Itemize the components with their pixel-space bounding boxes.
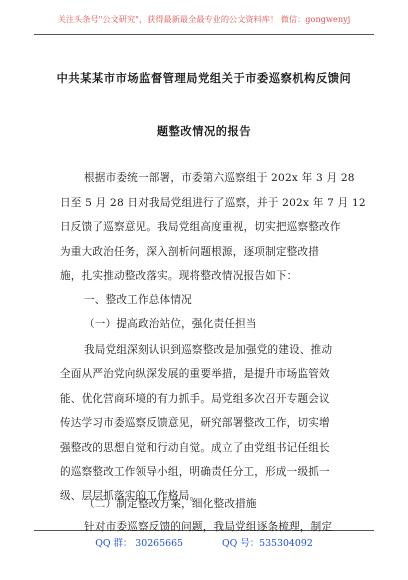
body-line: 根据市委统一部署，市委第六巡察组于 202x 年 3 月 28 bbox=[84, 172, 355, 184]
body-line: 传达学习市委巡察反馈意见，研究部署整改工作，切实增 bbox=[60, 417, 330, 429]
document-title-line-1: 中共某某市市场监督管理局党组关于市委巡察机构反馈问 bbox=[56, 71, 352, 85]
body-line: 施，扎实推动整改落实。现将整改情况报告如下： bbox=[60, 270, 298, 282]
qq-group-text: QQ 群： 30265665 bbox=[95, 538, 184, 549]
subsection-heading: （一）提高政治站位，强化责任担当 bbox=[84, 318, 257, 330]
body-line: 针对市委巡察反馈的问题，我局党组逐条梳理，制定 bbox=[84, 521, 333, 533]
body-line: 全面从严治党向纵深发展的重要举措，是提升市场监管效 bbox=[60, 368, 330, 380]
body-line: 为重大政治任务，深入剖析问题根源，逐项制定整改措 bbox=[60, 246, 320, 258]
body-line: 的巡察整改工作领导小组，明确责任分工，形成一级抓一 bbox=[60, 466, 330, 478]
body-line: 级、层层抓落实的工作格局。 bbox=[60, 490, 201, 502]
body-line: 强整改的思想自觉和行动自觉。成立了由党组书记任组长 bbox=[60, 442, 330, 454]
body-line: 日至 5 月 28 日对我局党组进行了巡察，并于 202x 年 7 月 12 bbox=[60, 197, 366, 209]
subsection-heading: （二）制定整改方案，细化整改措施 bbox=[84, 498, 257, 510]
body-line: 日反馈了巡察意见。我局党组高度重视，切实把巡察整改作 bbox=[60, 221, 341, 233]
qq-number-text: QQ 号：535304092 bbox=[222, 538, 313, 549]
body-line: 能、优化营商环境的有力抓手。局党组多次召开专题会议 bbox=[60, 393, 330, 405]
footer-contact bbox=[0, 535, 408, 549]
header-banner: 关注头条号"公文研究"，获得最新最全最专业的公文资料库！ 微信：gongwenyj bbox=[57, 14, 351, 24]
document-title-line-2: 题整改情况的报告 bbox=[156, 124, 252, 138]
body-line: 我局党组深刻认识到巡察整改是加强党的建设、推动 bbox=[84, 344, 333, 356]
section-heading: 一、整改工作总体情况 bbox=[84, 294, 192, 306]
header-divider bbox=[34, 34, 374, 35]
